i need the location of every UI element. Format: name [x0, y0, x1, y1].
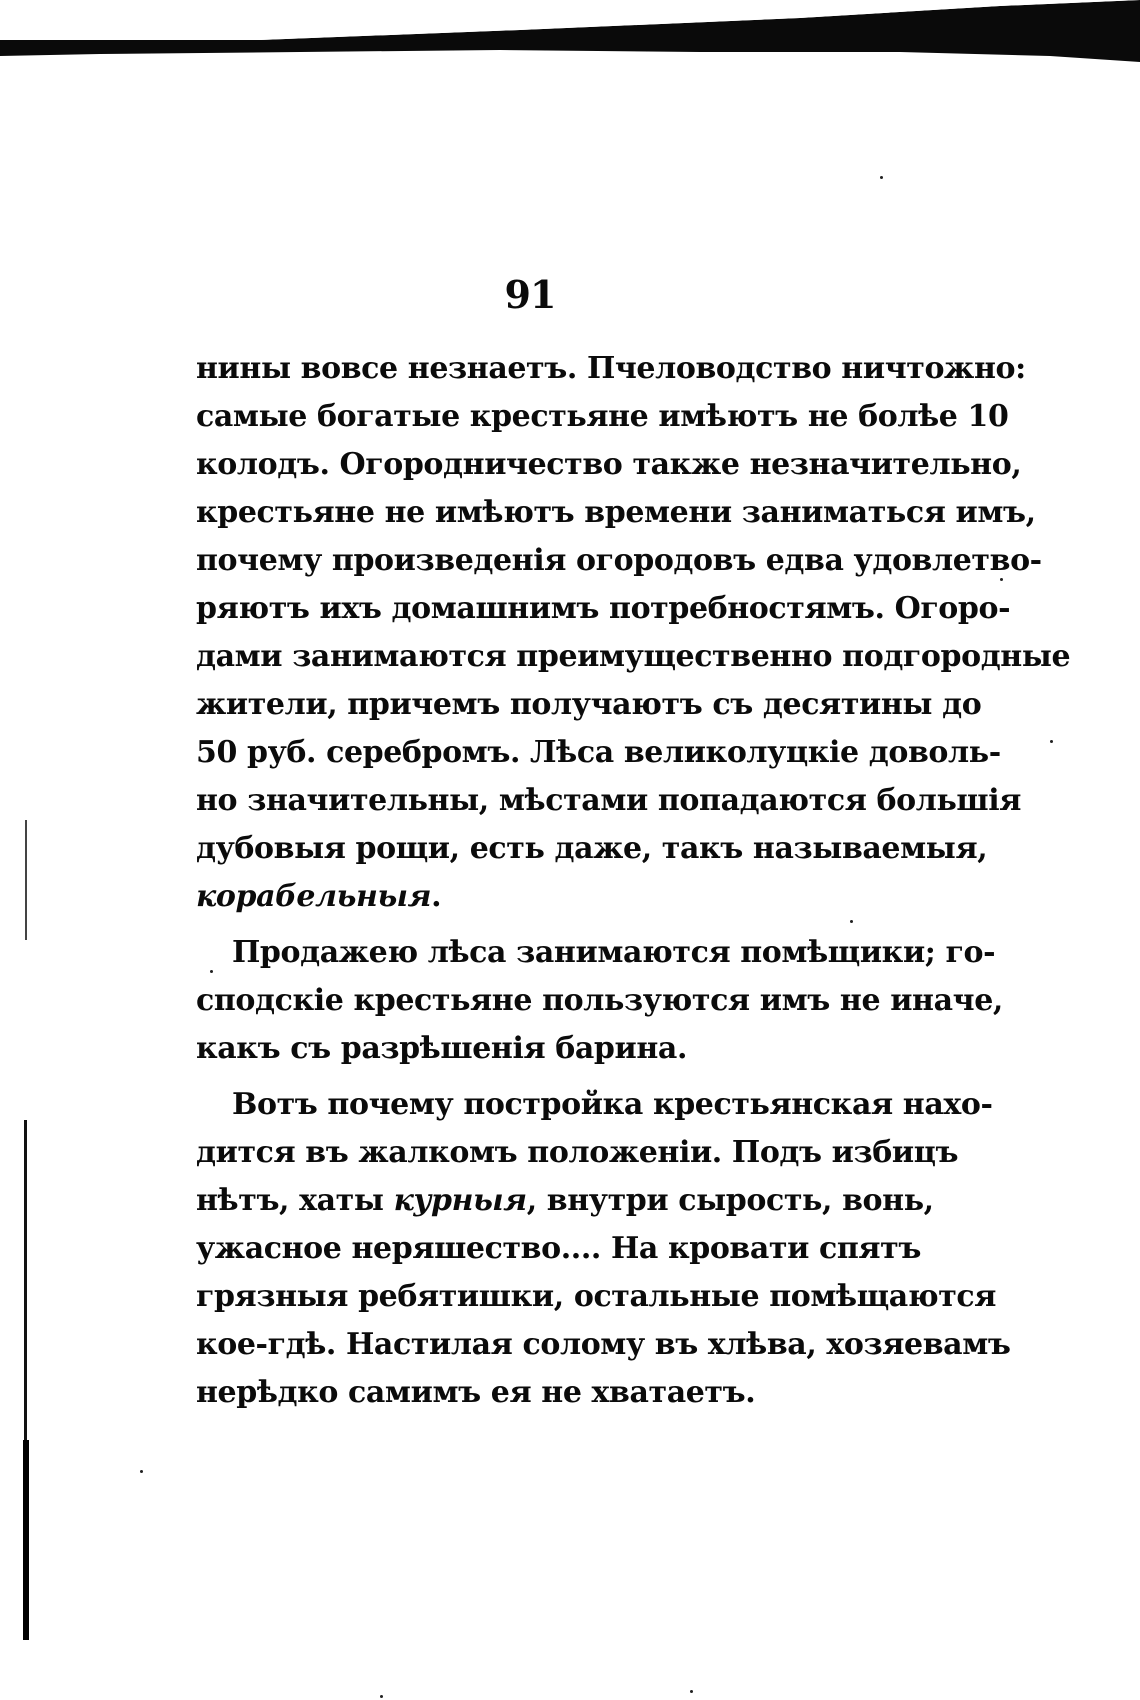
paragraph-gap — [196, 921, 854, 929]
speck — [1050, 740, 1053, 743]
text-line: почему произведенія огородовъ едва удовлетво- — [196, 543, 1042, 578]
text-fragment: , внутри сырость, вонь, — [526, 1183, 934, 1218]
text-line: дится въ жалкомъ положеніи. Подъ избицъ — [196, 1135, 959, 1170]
speck — [1000, 578, 1003, 581]
text-line: Продажею лѣса занимаются помѣщики; го- — [232, 935, 996, 970]
text-line: нины вовсе незнаетъ. Пчеловодство ничтожно: — [196, 351, 1026, 386]
text-line: крестьяне не имѣютъ времени заниматься имъ, — [196, 495, 1036, 530]
scan-edge-left — [22, 820, 30, 1680]
italic-term: корабельныя — [196, 879, 432, 914]
text-line: Вотъ почему постройка крестьянская нахо- — [232, 1087, 993, 1122]
italic-term: курныя — [393, 1183, 527, 1218]
text-line: 50 руб. серебромъ. Лѣса великолуцкіе доволь- — [196, 735, 1001, 770]
text-line: самые богатые крестьяне имѣютъ не болѣе 10 — [196, 399, 1009, 434]
text-line: ужасное неряшество.... На кровати спятъ — [196, 1231, 921, 1266]
text-line: грязныя ребятишки, остальные помѣщаются — [196, 1279, 997, 1314]
text-line: кое-гдѣ. Настилая солому въ хлѣва, хозяевамъ — [196, 1327, 1011, 1362]
text-line: нерѣдко самимъ ея не хватаетъ. — [196, 1375, 756, 1410]
text-line — [196, 873, 854, 921]
speck — [380, 1695, 383, 1698]
text-line: ряютъ ихъ домашнимъ потребностямъ. Огоро- — [196, 591, 1011, 626]
text-line — [196, 1177, 934, 1225]
scan-edge-top — [0, 0, 1140, 62]
body-text — [196, 345, 1071, 1417]
text-line: жители, причемъ получаютъ съ десятины до — [196, 687, 982, 722]
speck — [690, 1690, 693, 1693]
text-line: какъ съ разрѣшенія барина. — [196, 1031, 687, 1066]
speck — [140, 1470, 143, 1473]
text-line: дубовыя рощи, есть даже, такъ называемыя, — [196, 831, 988, 866]
text-line: сподскіе крестьяне пользуются имъ не иначе, — [196, 983, 1003, 1018]
page-number: 91 — [504, 272, 556, 317]
text-fragment: . — [431, 879, 442, 914]
text-line: но значительны, мѣстами попадаются большія — [196, 783, 1022, 818]
text-line: колодъ. Огородничество также незначительно, — [196, 447, 1022, 482]
text-line: дами занимаются преимущественно подгородные — [196, 639, 1071, 674]
paragraph-gap — [196, 1073, 854, 1081]
text-fragment: нѣтъ, хаты — [196, 1183, 394, 1218]
speck — [880, 176, 883, 179]
